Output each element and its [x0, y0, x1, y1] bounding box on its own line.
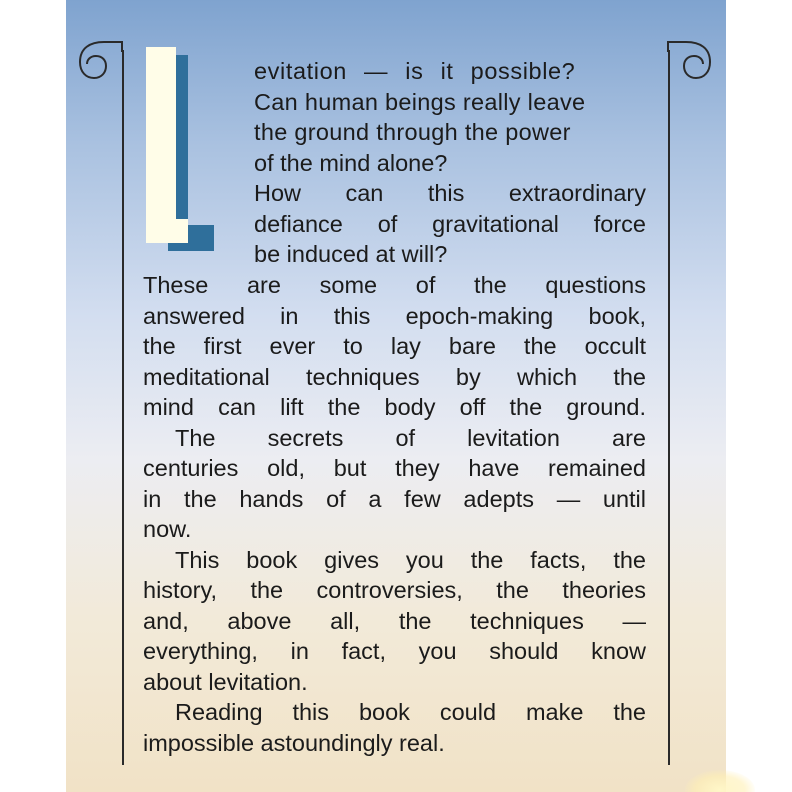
body-line: meditational techniques by which the: [143, 363, 646, 390]
lead-line: of the mind alone?: [254, 149, 448, 176]
body-line: the first ever to lay bare the occult: [143, 333, 646, 359]
lead-line: be induced at will?: [254, 241, 448, 267]
left-scroll-ornament-icon: [74, 38, 126, 90]
body-line: This book gives you the facts, the: [175, 546, 646, 573]
body-line: history, the controversies, the theories: [143, 577, 646, 603]
body-text: [143, 270, 646, 758]
lead-line: How can this extraordinary: [254, 180, 646, 206]
lead-line: defiance of gravitational force: [254, 210, 646, 237]
body-line: answered in this epoch-making book,: [143, 302, 646, 329]
body-line: Reading this book could make the: [175, 699, 646, 725]
body-line: centuries old, but they have remained: [143, 455, 646, 481]
body-line: now.: [143, 516, 192, 542]
body-line: about levitation.: [143, 668, 308, 695]
body-line: and, above all, the techniques —: [143, 607, 646, 634]
body-line: in the hands of a few adepts — until: [143, 485, 646, 512]
body-line: impossible astoundingly real.: [143, 729, 445, 756]
drop-cap-letter-l: [146, 47, 216, 257]
body-line: mind can lift the body off the ground.: [143, 394, 646, 420]
lead-line: Can human beings really leave: [254, 88, 586, 115]
right-scroll-ornament-icon: [664, 38, 716, 90]
frame-right-rule: [668, 50, 670, 765]
lead-line: evitation — is it possible?: [254, 58, 576, 84]
body-line: These are some of the questions: [143, 272, 646, 298]
lead-paragraph: [254, 56, 646, 270]
lead-line: the ground through the power: [254, 119, 571, 145]
frame-left-rule: [122, 50, 124, 765]
body-line: The secrets of levitation are: [175, 424, 646, 451]
body-line: everything, in fact, you should know: [143, 638, 646, 664]
